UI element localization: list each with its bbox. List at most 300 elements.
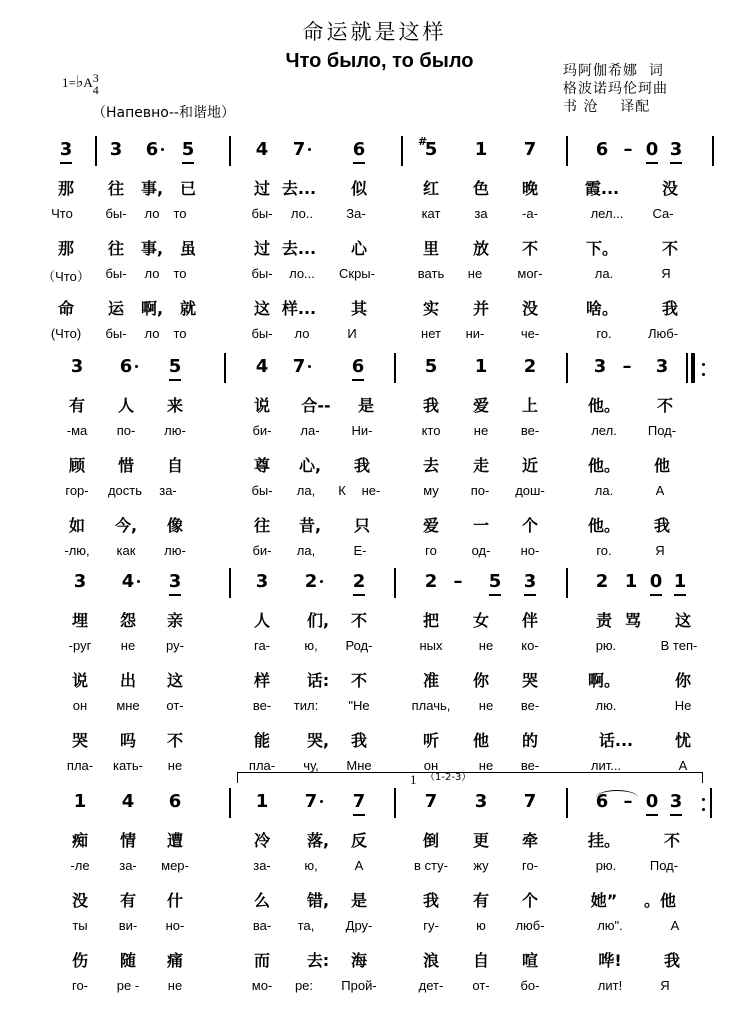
note-digit: 7 — [523, 791, 537, 812]
note-digit: 6 — [344, 138, 374, 162]
lyric-syllable: （Что） — [42, 269, 90, 284]
lyric-syllable: 说 — [71, 671, 88, 690]
lyric-syllable: 今, — [114, 516, 138, 535]
lyric-syllable: от- — [472, 978, 490, 993]
lyric-line-russian — [0, 858, 749, 880]
lyric-syllable: 这 — [674, 611, 691, 630]
lyric-syllable: -руг — [68, 638, 92, 653]
lyric-syllable: но- — [520, 543, 540, 558]
note-digit: 5 — [160, 355, 190, 379]
credit-lyricist: 玛阿伽希娜 词 — [563, 63, 664, 79]
lyric-syllable: 海 — [350, 951, 367, 970]
lyric-syllable: 有 — [472, 891, 489, 910]
note-digit: 3 — [474, 791, 488, 812]
lyric-syllable: он — [423, 758, 439, 773]
note-digit: 6 — [343, 355, 373, 379]
note-digit: 2 — [424, 571, 438, 592]
barline — [229, 136, 231, 166]
lyric-syllable: 哭 — [71, 731, 88, 750]
lyric-syllable: плачь, — [411, 698, 451, 713]
lyric-syllable: вать — [417, 266, 445, 281]
lyric-syllable: не- — [361, 483, 381, 498]
lyric-syllable: 我 — [661, 299, 678, 318]
lyric-syllable: га- — [253, 638, 270, 653]
note-digit: 5 — [424, 356, 438, 377]
lyric-line-chinese — [0, 513, 749, 535]
lyric-syllable: 啊。 — [587, 671, 620, 690]
lyric-syllable: За- — [346, 206, 366, 221]
notation-row — [0, 135, 749, 168]
lyric-syllable: 去... — [281, 179, 317, 198]
lyric-syllable: го- — [521, 858, 538, 873]
note-digit: 7 — [344, 790, 374, 814]
lyric-syllable: не — [478, 758, 494, 773]
barline — [394, 788, 396, 818]
lyric-syllable: че- — [520, 326, 540, 341]
lyric-syllable: 喧 — [521, 951, 538, 970]
lyric-syllable: гу- — [423, 918, 439, 933]
lyric-syllable: то — [173, 206, 187, 221]
lyric-line-russian — [0, 978, 749, 1000]
lyric-syllable: -ле — [70, 858, 90, 873]
lyric-syllable: пла- — [248, 758, 276, 773]
lyric-syllable: 吗 — [119, 731, 136, 750]
note-digit: 7 — [284, 355, 314, 379]
lyric-syllable: 没 — [71, 891, 88, 910]
lyric-syllable: тил: — [293, 698, 319, 713]
barline — [394, 568, 396, 598]
lyric-syllable: 我 — [422, 891, 439, 910]
lyric-line-chinese — [0, 728, 749, 750]
lyric-line-chinese — [0, 668, 749, 690]
lyric-syllable: Не — [674, 698, 692, 713]
lyric-syllable: -лю, — [64, 543, 90, 558]
lyric-syllable: 痴 — [71, 831, 88, 850]
lyric-syllable: бы- — [251, 206, 273, 221]
lyric-syllable: ных — [419, 638, 443, 653]
lyric-syllable: ты — [72, 918, 88, 933]
lyric-syllable: 实 — [422, 299, 439, 318]
lyric-syllable: 那 — [57, 239, 74, 258]
note-digit: 4 — [121, 791, 135, 812]
lyric-syllable: 冷 — [253, 831, 270, 850]
barline — [710, 788, 712, 818]
lyric-syllable: 不 — [661, 239, 678, 258]
lyric-syllable: 哭, — [306, 731, 330, 750]
lyric-syllable: 遭 — [166, 831, 183, 850]
barline — [95, 136, 97, 166]
lyric-syllable: лю. — [595, 698, 617, 713]
lyric-line-russian — [0, 698, 749, 720]
lyric-syllable: 昔, — [298, 516, 322, 535]
lyric-syllable: 人 — [117, 396, 134, 415]
lyric-syllable: 不 — [521, 239, 538, 258]
lyric-line-chinese — [0, 393, 749, 415]
lyric-syllable: 你 — [472, 671, 489, 690]
note-digit: 1 — [624, 571, 638, 592]
barline — [566, 136, 568, 166]
note-digit: 2 — [523, 356, 537, 377]
lyric-syllable: 近 — [521, 456, 538, 475]
lyric-syllable: дош- — [515, 483, 545, 498]
lyric-syllable: 说 — [253, 396, 270, 415]
lyric-syllable: 准 — [422, 671, 439, 690]
lyric-syllable: дет- — [418, 978, 444, 993]
lyric-syllable: А — [655, 483, 665, 498]
lyric-syllable: бы- — [251, 266, 273, 281]
lyric-line-russian — [0, 326, 749, 348]
lyric-syllable: 痛 — [166, 951, 183, 970]
lyric-syllable: 只 — [353, 516, 370, 535]
lyric-syllable: 伤 — [71, 951, 88, 970]
lyric-syllable: 不 — [350, 671, 367, 690]
note-digit: 0 — [637, 138, 667, 162]
lyric-syllable: 就 — [179, 299, 196, 318]
lyric-syllable: би- — [252, 543, 272, 558]
lyric-syllable: пла- — [66, 758, 94, 773]
lyric-syllable: 去 — [422, 456, 439, 475]
lyric-syllable: 过 — [253, 179, 270, 198]
lyric-syllable: нет — [421, 326, 441, 341]
lyric-syllable: 他。 — [587, 516, 620, 535]
lyric-syllable: 爱 — [472, 396, 489, 415]
key-signature: 1=♭A3 4 — [62, 71, 99, 98]
lyric-syllable: 我 — [653, 516, 670, 535]
lyric-syllable: 情 — [119, 831, 136, 850]
lyric-syllable: Род- — [345, 638, 373, 653]
lyric-syllable: 倒 — [422, 831, 439, 850]
lyric-syllable: бо- — [520, 978, 540, 993]
lyric-syllable: ла- — [300, 423, 320, 438]
lyric-syllable: ю — [476, 918, 486, 933]
lyric-syllable: кать- — [113, 758, 143, 773]
lyric-syllable: 亲 — [166, 611, 183, 630]
lyric-syllable: 怨 — [119, 611, 136, 630]
lyric-syllable: 更 — [472, 831, 489, 850]
lyric-syllable: 听 — [422, 731, 439, 750]
lyric-syllable: 里 — [422, 239, 439, 258]
lyric-syllable: мог- — [517, 266, 543, 281]
lyric-syllable: 往 — [253, 516, 270, 535]
lyric-syllable: би- — [252, 423, 272, 438]
lyric-syllable: 个 — [521, 516, 538, 535]
lyric-line-chinese — [0, 608, 749, 630]
dash-extension: – — [622, 356, 632, 377]
lyric-line-chinese — [0, 236, 749, 258]
lyric-syllable: 自 — [472, 951, 489, 970]
note-digit: 1 — [665, 570, 695, 594]
barline — [566, 568, 568, 598]
lyric-line-russian — [0, 206, 749, 228]
lyric-syllable: 往 — [107, 239, 124, 258]
lyric-syllable: 责 — [595, 611, 612, 630]
lyric-syllable: ре - — [116, 978, 140, 993]
note-digit: 1 — [474, 356, 488, 377]
lyric-syllable: 去: — [306, 951, 330, 970]
lyric-syllable: 不 — [656, 396, 673, 415]
lyric-syllable: ю, — [304, 858, 318, 873]
lyric-line-russian — [0, 638, 749, 660]
lyric-syllable: 落, — [306, 831, 330, 850]
lyric-syllable: бы- — [251, 483, 273, 498]
lyric-syllable: 们, — [306, 611, 330, 630]
lyric-syllable: 如 — [68, 516, 85, 535]
lyric-syllable: 那 — [57, 179, 74, 198]
note-digit: 3 — [51, 138, 81, 162]
lyric-syllable: 是 — [350, 891, 367, 910]
lyric-syllable: бы- — [105, 206, 127, 221]
lyric-syllable: Мне — [346, 758, 372, 773]
note-digit: 3 — [515, 570, 545, 594]
lyric-syllable: ло... — [289, 266, 315, 281]
lyric-syllable: го. — [596, 543, 612, 558]
barline — [229, 788, 231, 818]
lyric-syllable: Скры- — [339, 266, 375, 281]
lyric-syllable: 哗! — [598, 951, 622, 970]
lyric-syllable: А — [678, 758, 688, 773]
lyric-syllable: бы- — [251, 326, 273, 341]
notation-row — [0, 355, 749, 385]
note-digit: 3 — [661, 138, 691, 162]
lyric-syllable: ло — [144, 266, 160, 281]
lyric-syllable: 放 — [472, 239, 489, 258]
lyric-syllable: Что — [51, 206, 73, 221]
lyric-syllable: 像 — [166, 516, 183, 535]
note-digit: 5 # — [418, 135, 438, 160]
barline — [686, 353, 688, 383]
lyric-syllable: му — [423, 483, 439, 498]
credit-composer: 格波诺玛伦珂曲 — [563, 81, 668, 97]
lyric-line-russian — [0, 918, 749, 940]
lyric-syllable: 哭 — [521, 671, 538, 690]
lyric-syllable: бы- — [105, 266, 127, 281]
lyric-syllable: 似 — [350, 179, 367, 198]
lyric-syllable: за- — [159, 483, 177, 498]
lyric-syllable: -ма — [66, 423, 88, 438]
note-digit: 3 — [255, 571, 269, 592]
barline — [229, 568, 231, 598]
lyric-syllable: 牵 — [521, 831, 538, 850]
lyric-syllable: 我 — [422, 396, 439, 415]
note-digit: 6 — [111, 355, 141, 379]
lyric-syllable: 事, — [140, 179, 164, 198]
lyric-syllable: ва- — [252, 918, 272, 933]
lyric-syllable: 不 — [663, 831, 680, 850]
lyric-syllable: ве- — [520, 698, 540, 713]
lyric-syllable: 忧 — [674, 731, 691, 750]
lyric-syllable: 有 — [119, 891, 136, 910]
note-digit: 3 — [655, 356, 669, 377]
lyric-syllable: В теп- — [660, 638, 698, 653]
note-digit: 2 — [595, 571, 609, 592]
note-digit: 6 — [137, 138, 167, 162]
lyric-syllable: 埋 — [71, 611, 88, 630]
lyric-syllable: Е- — [353, 543, 367, 558]
lyric-syllable: 骂 — [624, 611, 641, 630]
note-digit: 1 — [73, 791, 87, 812]
lyric-syllable: ло — [144, 206, 160, 221]
note-digit: 2 — [344, 570, 374, 594]
title-russian: Что было, то было — [285, 50, 474, 72]
lyric-syllable: от- — [166, 698, 184, 713]
lyric-syllable: 合-- — [301, 396, 331, 415]
lyric-syllable: 心 — [350, 239, 367, 258]
lyric-syllable: ве- — [520, 758, 540, 773]
lyric-syllable: жу — [473, 858, 489, 873]
lyric-syllable: И — [347, 326, 357, 341]
lyric-syllable: 霞... — [584, 179, 620, 198]
lyric-syllable: 他。 — [587, 396, 620, 415]
tie-slur — [596, 790, 638, 805]
note-digit: 5 — [173, 138, 203, 162]
lyric-syllable: люб- — [515, 918, 545, 933]
lyric-syllable: ве- — [252, 698, 272, 713]
lyric-syllable: 事, — [140, 239, 164, 258]
lyric-syllable: ло.. — [290, 206, 314, 221]
lyric-syllable: 错, — [306, 891, 330, 910]
lyric-syllable: 过 — [253, 239, 270, 258]
dash-extension: – — [453, 571, 463, 592]
lyric-syllable: го — [425, 543, 437, 558]
lyric-syllable: по- — [116, 423, 136, 438]
dash-extension: – — [623, 791, 633, 812]
lyric-syllable: ло — [294, 326, 310, 341]
lyric-syllable: 已 — [179, 179, 196, 198]
lyric-syllable: Люб- — [647, 326, 679, 341]
lyric-syllable: 女 — [472, 611, 489, 630]
lyric-syllable: 个 — [521, 891, 538, 910]
tempo-marking: （Напевно--和谐地） — [92, 105, 235, 121]
barline — [712, 136, 714, 166]
lyric-syllable: не — [167, 978, 183, 993]
note-digit: 4 — [255, 356, 269, 377]
lyric-syllable: как — [116, 543, 136, 558]
lyric-syllable: дость — [107, 483, 143, 498]
barline — [401, 136, 403, 166]
lyric-syllable: 挂。 — [587, 831, 620, 850]
lyric-syllable: не — [473, 423, 489, 438]
lyric-syllable: -а- — [522, 206, 538, 221]
lyric-syllable: 样 — [253, 671, 270, 690]
lyric-syllable: 把 — [422, 611, 439, 630]
note-digit: 7 — [296, 790, 326, 814]
lyric-syllable: ла, — [296, 483, 316, 498]
lyric-syllable: Я — [661, 266, 671, 281]
lyric-line-russian — [0, 483, 749, 505]
lyric-syllable: 这 — [166, 671, 183, 690]
lyric-syllable: 伴 — [521, 611, 538, 630]
lyric-syllable: ла. — [594, 266, 614, 281]
lyric-syllable: за — [474, 206, 488, 221]
lyric-syllable: та, — [297, 918, 315, 933]
lyric-syllable: 往 — [107, 179, 124, 198]
lyric-syllable: 运 — [107, 299, 124, 318]
lyric-syllable: 走 — [472, 456, 489, 475]
lyric-syllable: 样... — [281, 299, 317, 318]
lyric-syllable: 顾 — [68, 456, 85, 475]
lyric-syllable: Дру- — [345, 918, 373, 933]
note-digit: 0 — [641, 570, 671, 594]
lyric-syllable: кто — [421, 423, 441, 438]
lyric-syllable: К — [338, 483, 346, 498]
lyric-syllable: мне — [116, 698, 140, 713]
lyric-syllable: 心, — [298, 456, 322, 475]
barline — [566, 788, 568, 818]
lyric-syllable: 么 — [253, 891, 270, 910]
lyric-syllable: 上 — [521, 396, 538, 415]
lyric-syllable: ру- — [166, 638, 184, 653]
lyric-line-chinese — [0, 296, 749, 318]
lyric-syllable: 他 — [653, 456, 670, 475]
lyric-syllable: 一 — [472, 516, 489, 535]
lyric-syllable: 我 — [350, 731, 367, 750]
lyric-syllable: Под- — [647, 423, 677, 438]
note-digit: 7 — [523, 139, 537, 160]
lyric-syllable: го. — [596, 326, 612, 341]
lyric-syllable: ю, — [304, 638, 318, 653]
lyric-syllable: 你 — [674, 671, 691, 690]
lyric-syllable: 没 — [521, 299, 538, 318]
lyric-syllable: 有 — [68, 396, 85, 415]
lyric-syllable: мер- — [161, 858, 189, 873]
lyric-line-russian — [0, 266, 749, 288]
lyric-syllable: ре: — [294, 978, 314, 993]
lyric-syllable: 去... — [281, 239, 317, 258]
lyric-syllable: ла. — [594, 483, 614, 498]
lyric-syllable: 命 — [57, 299, 74, 318]
lyric-syllable: А — [354, 858, 364, 873]
lyric-syllable: 自 — [166, 456, 183, 475]
lyric-syllable: не — [167, 758, 183, 773]
lyric-syllable: Я — [660, 978, 670, 993]
lyric-syllable: 出 — [119, 671, 136, 690]
lyric-line-chinese — [0, 176, 749, 198]
lyric-syllable: 能 — [253, 731, 270, 750]
note-digit: 3 — [70, 356, 84, 377]
lyric-syllable: 啊, — [140, 299, 164, 318]
note-digit: 6 — [595, 791, 609, 812]
lyric-syllable: лю- — [164, 543, 186, 558]
lyric-syllable: мо- — [251, 978, 273, 993]
lyric-syllable: 不 — [350, 611, 367, 630]
note-digit: 3 — [109, 139, 123, 160]
lyric-syllable: 并 — [472, 299, 489, 318]
lyric-syllable: 随 — [119, 951, 136, 970]
lyric-syllable: 虽 — [179, 239, 196, 258]
lyric-syllable: 红 — [422, 179, 439, 198]
lyric-syllable: 色 — [472, 179, 489, 198]
lyric-line-russian — [0, 543, 749, 565]
dash-extension: – — [623, 139, 633, 160]
lyric-syllable: 浪 — [422, 951, 439, 970]
lyric-syllable: Прой- — [341, 978, 377, 993]
lyric-syllable: (Что) — [50, 326, 82, 341]
note-digit: 7 — [424, 791, 438, 812]
lyric-syllable: ви- — [118, 918, 138, 933]
lyric-syllable: кат — [421, 206, 441, 221]
lyric-syllable: 话: — [306, 671, 330, 690]
lyric-syllable: ве- — [520, 423, 540, 438]
notation-row — [0, 570, 749, 600]
lyric-syllable: 是 — [357, 396, 374, 415]
note-digit: 3 — [160, 570, 190, 594]
lyric-syllable: лел... — [590, 206, 624, 221]
lyric-syllable: за- — [119, 858, 137, 873]
lyric-syllable: он — [72, 698, 88, 713]
lyric-syllable: ни- — [465, 326, 485, 341]
note-digit: 1 — [474, 139, 488, 160]
lyric-syllable: не — [120, 638, 136, 653]
